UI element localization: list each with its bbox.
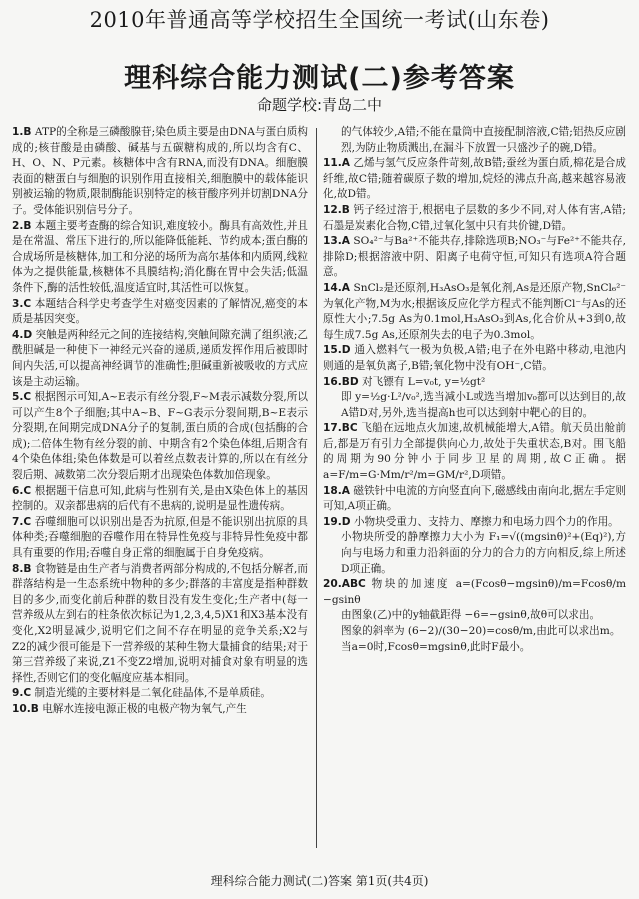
answer-item <box>323 390 626 421</box>
answer-item <box>323 608 626 624</box>
answer-number: 14.A <box>323 281 350 294</box>
answer-item <box>323 156 626 203</box>
answer-item <box>12 390 308 484</box>
answer-text: 制造光缆的主要材料是二氧化硅晶体,不是单质硅。 <box>34 687 271 700</box>
answer-text: 食物链是由生产者与消费者两部分构成的,不包括分解者,而群落结构是一生态系统中物种的多少;群落的丰富度是指种群数目的多少,而变化前后种群的数目没有发生变化;生产者中(每一营养级从左到右的柱条依次标记为1,2,3,4,5)X1和X3基本没有变化,X2明显减少,说明它们之间不存在明显的竞争关系;X2与Z2的减少很可能是下一营养级的某种生物大量捕食的结果;对于第三营养级了来说,Z1不变Z2增加,说明对捕食对象有明显的选择性,否则它们的变化幅度应基本相同。 <box>12 562 308 684</box>
answer-number: 2.B <box>12 219 32 232</box>
answer-number: 11.A <box>323 157 350 170</box>
answer-item <box>323 577 626 608</box>
answer-text: 对飞镖有 L=v₀t, y=½gt² <box>362 375 486 388</box>
answer-text: SO₄²⁻与Ba²⁺不能共存,排除选项B;NO₃⁻与Fe²⁺不能共存,排除D;根据溶液中阴、阳离子电荷守恒,可知只有选项A符合题意。 <box>323 235 626 279</box>
answer-text: 飞船在远地点火加速,故机械能增大,A错。航天员出舱前后,都是万有引力全部提供向心力,故处于失重状态,B对。围飞船的周期为90分钟小于同步卫星的周期,故C正确。据 a=F/m=G·Mm/r²/m=GM/r²,D项错。 <box>323 422 626 482</box>
answer-item <box>12 702 308 718</box>
answer-number: 20.ABC <box>323 578 366 591</box>
answer-text: 根据图示可知,A~E表示有丝分裂,F~M表示减数分裂,所以可以产生8个子细胞;其中A~B、F~G表示分裂间期,B~E表示分裂期,在间期完成DNA分子的复制,蛋白质的合成(包括酶的合成);二倍体生物有丝分裂的前、中期含有2个染色体组,后期含有4个染色体组;染色体数是可以着丝点数表计算的,所以在有丝分裂后期、减数第二次分裂后期才出现染色体数加倍现象。 <box>12 391 308 482</box>
answer-item <box>323 640 626 656</box>
answer-item <box>12 125 308 219</box>
answer-number: 4.D <box>12 328 33 341</box>
answer-number: 16.BD <box>323 375 359 388</box>
answer-number: 8.B <box>12 562 32 575</box>
answer-item <box>323 281 626 343</box>
answer-column-right <box>323 125 626 855</box>
answer-text: 由图象(乙)中的y轴截距得 −6=−gsinθ,故θ可以求出。 <box>341 609 601 622</box>
answer-item <box>12 686 308 702</box>
answer-number: 7.C <box>12 515 32 528</box>
answer-number: 17.BC <box>323 422 358 435</box>
answer-item <box>323 234 626 281</box>
answer-number: 10.B <box>12 702 39 715</box>
answer-item <box>12 328 308 390</box>
answer-text: 的气体较少,A错;不能在量筒中直接配制溶液,C错;铝热反应剧烈,为防止物质溅出,在漏斗下放置一只盛沙子的碗,D错。 <box>341 126 626 154</box>
column-divider <box>316 128 317 848</box>
answer-item <box>323 515 626 531</box>
answer-text: 图象的斜率为 (6−2)/(30−20)=cosθ/m,由此可以求出m。 <box>341 625 621 637</box>
answer-number: 6.C <box>12 484 32 497</box>
answer-text: 电解水连接电源正极的电极产物为氧气,产生 <box>42 702 247 715</box>
answer-item <box>12 297 308 328</box>
answer-item <box>323 624 626 640</box>
answer-item <box>12 219 308 297</box>
answer-text: 本题主要考查酶的综合知识,难度较小。酶具有高效性,并且是在常温、常压下进行的,所以能降低能耗、节约成本;蛋白酶的合成场所是核糖体,加工和分泌的场所为高尔基体和内质网,线粒体为之提供能量,核糖体不具膜结构;消化酶在胃中会失活;低温条件下,酶的活性较低,温度适宜时,其活性可以恢复。 <box>12 219 308 294</box>
answer-item <box>323 375 626 391</box>
answer-item <box>323 125 626 156</box>
answer-item <box>323 484 626 515</box>
answer-item <box>323 203 626 234</box>
answer-text: 吞噬细胞可以识别出是否为抗原,但是不能识别出抗原的具体种类;吞噬细胞的吞噬作用在特异性免疫与非特异性免疫中都具有重要的作用;吞噬自身正常的细胞属于自身免疫病。 <box>12 515 308 560</box>
answer-number: 19.D <box>323 515 351 528</box>
answer-text: 根据题干信息可知,此病与性别有关,是由X染色体上的基因控制的。双亲都患病的后代有不患病的,说明是显性遗传病。 <box>12 484 308 513</box>
exam-title: 2010年普通高等学校招生全国统一考试(山东卷) <box>89 8 550 32</box>
answer-text: 磁铁针中电流的方向竖直向下,磁感线由南向北,据左手定则可知,A项正确。 <box>323 484 626 513</box>
page-footer: 理科综合能力测试(二)答案 第1页(共4页) <box>210 874 429 888</box>
answer-item <box>12 515 308 562</box>
answer-number: 12.B <box>323 203 350 216</box>
answer-text: SnCl₂是还原剂,H₃AsO₃是氧化剂,As是还原产物,SnCl₆²⁻为氧化产物,M为水;根据该反应化学方程式不能判断Cl⁻与As的还原性大小;7.5g As为0.1mol,H₃AsO₃到As,化合价从+3到0,故每生成7.5g As,还原剂失去的电子为0.3mol。 <box>323 281 626 341</box>
answer-item <box>323 421 626 483</box>
answer-text: 小物块所受的静摩擦力大小为 F₁=√((mgsinθ)²+(Eq)²),方向与电场力和重力沿斜面的分力的合力的方向相反,综上所述D项正确。 <box>341 531 626 575</box>
answer-number: 13.A <box>323 235 350 248</box>
answer-column-left <box>12 125 308 855</box>
answer-text: 突触是两种经元之间的连接结构,突触间隙充满了组织液;乙酰胆碱是一种使下一神经元兴奋的递质,递质发挥作用后被即时间内失活,可以提高神经调节的准确性;胆碱重新被吸收的方式应该是主动运输。 <box>12 328 308 388</box>
answer-item <box>323 343 626 374</box>
school-label: 命题学校:青岛二中 <box>256 96 383 114</box>
answer-number: 15.D <box>323 344 351 357</box>
answer-number: 9.C <box>12 687 32 700</box>
answer-item <box>12 484 308 515</box>
answer-number: 18.A <box>323 484 350 497</box>
answer-text: 物块的加速度 a=(Fcosθ−mgsinθ)/m=Fcosθ/m −gsinθ <box>323 578 626 606</box>
answer-text: 本题结合科学史考查学生对癌变因素的了解情况,癌变的本质是基因突变。 <box>12 297 308 326</box>
answer-number: 3.C <box>12 297 32 310</box>
answer-text: ATP的全称是三磷酸腺苷;染色质主要是由DNA与蛋白质构成的;核苷酸是由磷酸、碱基与五碳糖构成的,所以均含有C、H、O、N、P元素。核糖体中含有RNA,而没有DNA。细胞膜表面的糖蛋白与细胞的识别作用直接相关,细胞膜中的载体能识别被运输的物质,限制酶能识别特定的核苷酸序列并切割DNA分子。受体能识别信号分子。 <box>12 126 308 216</box>
answer-text: 乙烯与氢气反应条件苛刻,故B错;蚕丝为蛋白质,棉花是合成纤维,故C错;随着碳原子数的增加,烷烃的沸点升高,越来越容易液化,故D错。 <box>323 157 626 201</box>
answer-text: 小物块受重力、支持力、摩擦力和电场力四个力的作用。 <box>353 515 619 528</box>
answer-number: 5.C <box>12 391 32 404</box>
answer-number: 1.B <box>12 126 32 138</box>
answer-text: 当a=0时,Fcosθ=mgsinθ,此时F最小。 <box>341 640 531 653</box>
answer-text: 即 y=½g·L²/v₀²,选当减小L或选当增加v₀都可以达到目的,故A错D对,另外,选当提高h也可以达到射中靶心的目的。 <box>341 391 626 419</box>
answer-text: 通入燃料气一极为负极,A错;电子在外电路中移动,电池内则通的是氧负离子,B错;氧化物中没有OH⁻,C错。 <box>323 344 626 372</box>
answer-item <box>12 562 308 687</box>
page-title: 理科综合能力测试(二)参考答案 <box>124 63 515 94</box>
answer-item <box>323 530 626 577</box>
answer-text: 钙子经过溶于,根据电子层数的多少不同,对人体有害,A错;石墨是炭素化合物,C错,过氧化氢中只有共价键,D错。 <box>323 203 626 232</box>
